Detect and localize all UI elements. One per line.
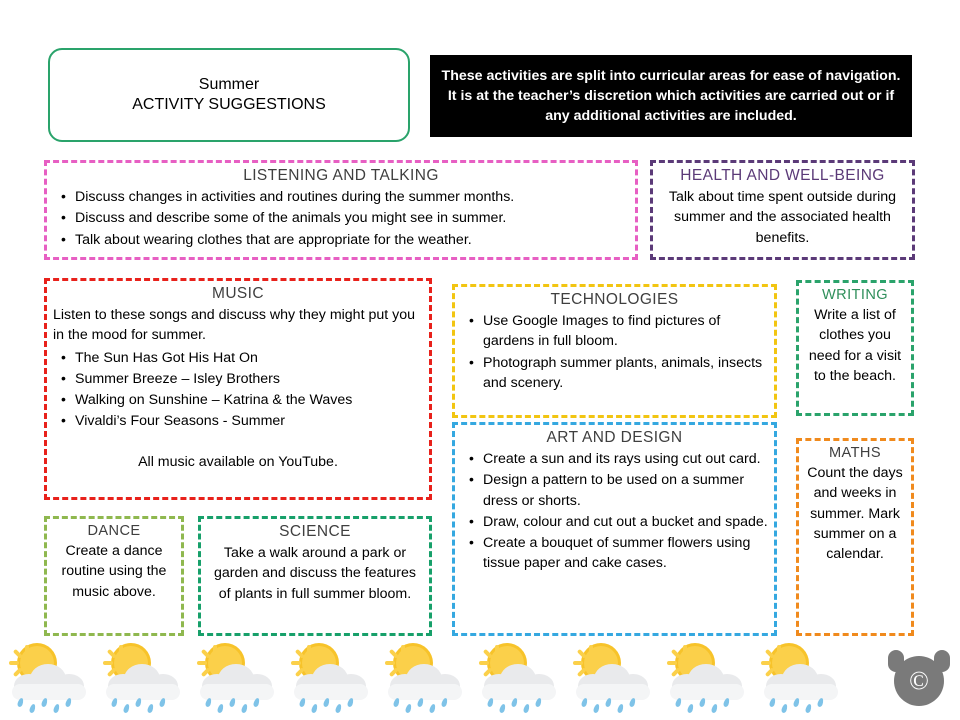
copyright-icon	[888, 650, 950, 712]
section-heading: MUSIC	[212, 285, 264, 302]
section-heading: ART AND DESIGN	[546, 429, 683, 446]
section-body: Write a list of clothes you need for a visit to the beach.	[808, 307, 902, 384]
section-heading: WRITING	[821, 287, 889, 303]
raindrop-icon	[311, 703, 319, 713]
sun-ray-icon	[765, 649, 775, 659]
cloud-puff	[200, 684, 274, 700]
copyright-symbol: ©	[894, 656, 944, 706]
raindrop-icon	[241, 703, 249, 713]
raindrop-icon	[523, 703, 531, 713]
section-science	[198, 516, 432, 636]
sun-ray-icon	[25, 645, 29, 655]
cloud-icon	[292, 662, 370, 696]
section-heading: SCIENCE	[279, 523, 351, 540]
section-listening-and-talking	[44, 160, 638, 260]
list-item: • Create a bouquet of summer flowers using tissue paper and cake cases.	[461, 533, 768, 574]
raindrop-icon	[405, 703, 413, 713]
raindrop-icon	[53, 703, 61, 713]
raindrop-icon	[805, 703, 813, 713]
section-heading: DANCE	[87, 523, 141, 539]
list-item: • Draw, colour and cut out a bucket and spade.	[461, 512, 768, 532]
section-maths	[796, 438, 914, 636]
cloud-puff	[294, 684, 368, 700]
section-footnote: All music available on YouTube.	[138, 453, 338, 470]
raindrop-icon	[217, 703, 225, 713]
list-item: • Vivaldi’s Four Seasons - Summer	[53, 411, 423, 431]
list-item: • The Sun Has Got His Hat On	[53, 348, 423, 368]
sun-ray-icon	[777, 645, 781, 655]
section-heading: HEALTH AND WELL-BEING	[680, 167, 885, 184]
section-art-and-design	[452, 422, 777, 636]
title-line-season: Summer	[198, 75, 260, 93]
section-body: Count the days and weeks in summer. Mark summer on a calendar.	[807, 465, 903, 563]
cloud-icon	[198, 662, 276, 696]
raindrop-icon	[147, 703, 155, 713]
cloud-puff	[12, 684, 86, 700]
cloud-puff	[388, 684, 462, 700]
weather-icon	[380, 642, 476, 716]
sun-ray-icon	[683, 645, 687, 655]
cloud-puff	[106, 684, 180, 700]
instruction-note: These activities are split into curricular areas for ease of navigation. It is at the teacher’s discretion which activities are carried out or if any additional activities are included.	[430, 55, 912, 137]
cloud-icon	[668, 662, 746, 696]
section-writing	[796, 280, 914, 416]
sun-ray-icon	[201, 649, 211, 659]
section-body: Talk about time spent outside during summer and the associated health benefits.	[668, 189, 897, 246]
list-item: • Create a sun and its rays using cut out card.	[461, 449, 768, 469]
section-heading: TECHNOLOGIES	[550, 291, 679, 308]
raindrop-icon	[687, 703, 695, 713]
section-heading: MATHS	[829, 445, 881, 461]
cloud-icon	[10, 662, 88, 696]
sun-ray-icon	[107, 649, 117, 659]
title-line-subtitle: ACTIVITY SUGGESTIONS	[132, 96, 326, 113]
sun-ray-icon	[589, 645, 593, 655]
raindrop-icon	[711, 703, 719, 713]
section-health-and-well-being	[650, 160, 915, 260]
cloud-icon	[574, 662, 652, 696]
sun-ray-icon	[213, 645, 217, 655]
sun-ray-icon	[389, 649, 399, 659]
list-item: • Discuss and describe some of the animals you might see in summer.	[53, 208, 629, 228]
list-item: • Design a pattern to be used on a summer dress or shorts.	[461, 470, 768, 511]
section-list	[53, 348, 423, 432]
weather-icon	[568, 642, 664, 716]
sun-ray-icon	[671, 649, 681, 659]
raindrop-icon	[499, 703, 507, 713]
weather-decoration-strip	[0, 642, 960, 720]
sun-ray-icon	[401, 645, 405, 655]
sun-ray-icon	[119, 645, 123, 655]
section-body: Take a walk around a park or garden and discuss the features of plants in full summer bloom.	[214, 545, 416, 602]
cloud-icon	[386, 662, 464, 696]
raindrop-icon	[29, 703, 37, 713]
raindrop-icon	[429, 703, 437, 713]
raindrop-icon	[617, 703, 625, 713]
section-body: Create a dance routine using the music above.	[61, 543, 167, 600]
list-item: • Discuss changes in activities and routines during the summer months.	[53, 187, 629, 207]
cloud-puff	[576, 684, 650, 700]
weather-icon	[756, 642, 852, 716]
cloud-puff	[670, 684, 744, 700]
list-item: • Photograph summer plants, animals, insects and scenery.	[461, 353, 768, 394]
cloud-icon	[762, 662, 840, 696]
weather-icon	[474, 642, 570, 716]
sun-ray-icon	[483, 649, 493, 659]
section-heading: LISTENING AND TALKING	[243, 167, 439, 184]
section-list	[461, 311, 768, 393]
section-intro: Listen to these songs and discuss why they might put you in the mood for summer.	[53, 307, 415, 344]
list-item: • Walking on Sunshine – Katrina & the Waves	[53, 390, 423, 410]
section-list	[461, 449, 768, 574]
weather-icon	[4, 642, 100, 716]
weather-icon	[192, 642, 288, 716]
weather-icon	[662, 642, 758, 716]
section-list	[53, 187, 629, 250]
sun-ray-icon	[295, 649, 305, 659]
cloud-puff	[764, 684, 838, 700]
sun-ray-icon	[495, 645, 499, 655]
section-dance	[44, 516, 184, 636]
sun-ray-icon	[577, 649, 587, 659]
list-item: • Use Google Images to find pictures of gardens in full bloom.	[461, 311, 768, 352]
raindrop-icon	[781, 703, 789, 713]
cloud-icon	[104, 662, 182, 696]
section-music	[44, 278, 432, 500]
raindrop-icon	[593, 703, 601, 713]
cloud-icon	[480, 662, 558, 696]
sun-ray-icon	[13, 649, 23, 659]
list-item: • Talk about wearing clothes that are appropriate for the weather.	[53, 230, 629, 250]
sun-ray-icon	[307, 645, 311, 655]
cloud-puff	[482, 684, 556, 700]
raindrop-icon	[335, 703, 343, 713]
list-item: • Summer Breeze – Isley Brothers	[53, 369, 423, 389]
weather-icon	[286, 642, 382, 716]
section-technologies	[452, 284, 777, 418]
page-title	[48, 48, 410, 142]
raindrop-icon	[123, 703, 131, 713]
weather-icon	[98, 642, 194, 716]
